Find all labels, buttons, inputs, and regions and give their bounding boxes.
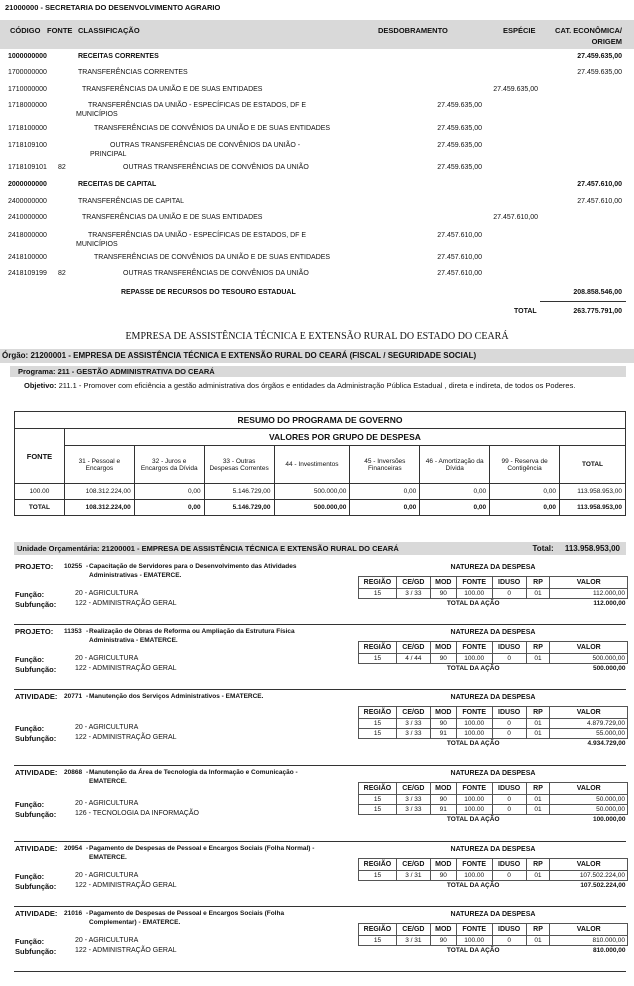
objetivo-text: 211.1 - Promover com eficiência a gestão administrativa dos órgãos e entidades da Administração Pública Estadual , direta e indireta, de todos os Poderes. xyxy=(58,381,576,390)
receita-desdobramento: 27.459.635,00 xyxy=(437,164,482,171)
acao-tipo: ATIVIDADE: xyxy=(15,692,58,701)
natureza-table xyxy=(358,706,628,749)
natureza-cell: 500.000,00 xyxy=(550,654,628,664)
natureza-column-header: IDUSO xyxy=(492,783,526,795)
resumo-column-header: 99 - Reserva de Contigência xyxy=(490,446,560,484)
natureza-cell: 100.00 xyxy=(456,719,492,729)
receita-descricao: TRANSFERÊNCIAS DA UNIÃO E DE SUAS ENTIDADES xyxy=(82,86,263,93)
objetivo xyxy=(24,381,575,390)
receita-desdobramento: 27.459.635,00 xyxy=(437,142,482,149)
resumo-column-header: 46 - Amortização da Dívida xyxy=(420,446,490,484)
natureza-column-header: MOD xyxy=(430,783,456,795)
natureza-cell: 107.502.224,00 xyxy=(550,871,628,881)
natureza-column-header: MOD xyxy=(430,577,456,589)
subfuncao-label: Subfunção: xyxy=(15,600,57,609)
natureza-column-header: RP xyxy=(526,859,550,871)
acao-tipo: PROJETO: xyxy=(15,562,54,571)
natureza-column-header: REGIÃO xyxy=(359,577,397,589)
resumo-row xyxy=(15,500,626,516)
natureza-column-header: IDUSO xyxy=(492,707,526,719)
acao-dash: - xyxy=(86,628,89,635)
receita-codigo: 1718000000 xyxy=(8,102,47,109)
receita-descricao: OUTRAS TRANSFERÊNCIAS DE CONVÊNIOS DA UNIÃO - xyxy=(110,142,301,149)
funcao-value: 20 - AGRICULTURA xyxy=(75,937,139,944)
natureza-cell: 50.000,00 xyxy=(550,805,628,815)
receita-descricao: RECEITAS CORRENTES xyxy=(78,53,159,60)
subfuncao-label: Subfunção: xyxy=(15,665,57,674)
receita-codigo: 1718100000 xyxy=(8,125,47,132)
receita-codigo: 1700000000 xyxy=(8,69,47,76)
natureza-column-header: CE/GD xyxy=(396,924,430,936)
total-acao-label: TOTAL DA AÇÃO xyxy=(359,946,550,956)
objetivo-label: Objetivo: xyxy=(24,381,57,390)
natureza-cell: 0 xyxy=(492,795,526,805)
natureza-title: NATUREZA DA DESPESA xyxy=(450,629,536,636)
receita-descricao: TRANSFERÊNCIAS DE CONVÊNIOS DA UNIÃO E DE SUAS ENTIDADES xyxy=(94,254,331,261)
acao-descricao: Manutenção da Área de Tecnologia da Informação e Comunicação - xyxy=(89,769,298,776)
natureza-column-header: VALOR xyxy=(550,783,628,795)
resumo-column-header: 44 - Investimentos xyxy=(274,446,350,484)
natureza-cell: 100.00 xyxy=(456,795,492,805)
natureza-column-header: IDUSO xyxy=(492,577,526,589)
natureza-cell: 15 xyxy=(359,805,397,815)
natureza-table xyxy=(358,858,628,891)
acao-divider xyxy=(14,689,626,690)
natureza-cell: 3 / 33 xyxy=(396,805,430,815)
total-acao-value: 4.934.729,00 xyxy=(550,739,628,749)
orgao-header: Órgão: 21200001 - EMPRESA DE ASSISTÊNCIA TÉCNICA E EXTENSÃO RURAL DO CEARÁ (FISCAL / SEGURIDADE SOCIAL) xyxy=(0,349,634,363)
acao-divider xyxy=(14,971,626,972)
receita-descricao-cont: PRINCIPAL xyxy=(90,151,127,158)
acao-divider xyxy=(14,624,626,625)
natureza-cell: 01 xyxy=(526,729,550,739)
natureza-cell: 01 xyxy=(526,719,550,729)
receita-desdobramento: 27.459.635,00 xyxy=(437,125,482,132)
natureza-column-header: VALOR xyxy=(550,577,628,589)
resumo-value-cell: 108.312.224,00 xyxy=(64,500,134,516)
acao-codigo: 20868 xyxy=(64,769,83,776)
natureza-column-header: RP xyxy=(526,577,550,589)
natureza-column-header: MOD xyxy=(430,924,456,936)
natureza-cell: 0 xyxy=(492,936,526,946)
total-acao-value: 810.000,00 xyxy=(550,946,628,956)
natureza-cell: 15 xyxy=(359,729,397,739)
total-acao-value: 500.000,00 xyxy=(550,664,628,674)
natureza-cell: 90 xyxy=(430,795,456,805)
receita-codigo: 1000000000 xyxy=(8,53,47,60)
natureza-cell: 01 xyxy=(526,936,550,946)
resumo-value-cell: 0,00 xyxy=(420,500,490,516)
receita-codigo: 2418000000 xyxy=(8,232,47,239)
total-label: TOTAL xyxy=(514,308,537,315)
receita-descricao: TRANSFERÊNCIAS DE CONVÊNIOS DA UNIÃO E DE SUAS ENTIDADES xyxy=(94,125,331,132)
natureza-cell: 91 xyxy=(430,729,456,739)
receita-codigo: 1710000000 xyxy=(8,86,47,93)
acao-divider xyxy=(14,765,626,766)
natureza-cell: 15 xyxy=(359,936,397,946)
repasse-value: 208.858.546,00 xyxy=(573,289,622,296)
receita-codigo: 2418100000 xyxy=(8,254,47,261)
natureza-column-header: CE/GD xyxy=(396,642,430,654)
resumo-row xyxy=(15,484,626,500)
resumo-table xyxy=(14,411,626,516)
receita-desdobramento: 27.457.610,00 xyxy=(437,232,482,239)
natureza-column-header: RP xyxy=(526,924,550,936)
total-acao-label: TOTAL DA AÇÃO xyxy=(359,599,550,609)
col-codigo: CÓDIGO xyxy=(10,26,41,35)
total-acao-label: TOTAL DA AÇÃO xyxy=(359,664,550,674)
subfuncao-value: 122 - ADMINISTRAÇÃO GERAL xyxy=(75,734,177,741)
total-acao-label: TOTAL DA AÇÃO xyxy=(359,815,550,825)
acao-dash: - xyxy=(86,845,89,852)
acao-codigo: 20954 xyxy=(64,845,83,852)
natureza-cell: 90 xyxy=(430,871,456,881)
natureza-cell: 0 xyxy=(492,719,526,729)
receita-codigo: 2400000000 xyxy=(8,198,47,205)
natureza-cell: 100.00 xyxy=(456,589,492,599)
total-acao-value: 100.000,00 xyxy=(550,815,628,825)
acao-descricao: Realização de Obras de Reforma ou Ampliação da Estrutura Física xyxy=(89,628,295,635)
resumo-column-header: 32 - Juros e Encargos da Dívida xyxy=(134,446,204,484)
natureza-cell: 0 xyxy=(492,805,526,815)
receita-codigo: 2410000000 xyxy=(8,214,47,221)
receita-fonte: 82 xyxy=(58,164,66,171)
receita-descricao: TRANSFERÊNCIAS DA UNIÃO E DE SUAS ENTIDADES xyxy=(82,214,263,221)
natureza-cell: 15 xyxy=(359,871,397,881)
natureza-cell: 100.00 xyxy=(456,805,492,815)
col-cat-economica: CAT. ECONÔMICA/ xyxy=(555,26,622,35)
col-origem: ORIGEM xyxy=(591,37,622,46)
receita-descricao: TRANSFERÊNCIAS DA UNIÃO - ESPECÍFICAS DE ESTADOS, DF E xyxy=(88,232,307,239)
subfuncao-label: Subfunção: xyxy=(15,810,57,819)
natureza-cell: 01 xyxy=(526,805,550,815)
acao-codigo: 11353 xyxy=(64,628,82,635)
natureza-row xyxy=(359,795,628,805)
receita-descricao: TRANSFERÊNCIAS CORRENTES xyxy=(78,69,188,76)
natureza-cell: 810.000,00 xyxy=(550,936,628,946)
natureza-column-header: REGIÃO xyxy=(359,783,397,795)
natureza-cell: 01 xyxy=(526,589,550,599)
resumo-column-header: 31 - Pessoal e Encargos xyxy=(64,446,134,484)
natureza-title: NATUREZA DA DESPESA xyxy=(450,564,536,571)
acao-descricao-cont: Administrativa - EMATERCE. xyxy=(89,637,178,644)
acao-tipo: ATIVIDADE: xyxy=(15,909,58,918)
resumo-value-cell: 0,00 xyxy=(134,484,204,500)
natureza-cell: 3 / 31 xyxy=(396,936,430,946)
natureza-cell: 0 xyxy=(492,654,526,664)
natureza-cell: 0 xyxy=(492,589,526,599)
resumo-value-cell: 0,00 xyxy=(350,484,420,500)
unidade-label: Unidade Orçamentária: 21200001 - EMPRESA DE ASSISTÊNCIA TÉCNICA E EXTENSÃO RURAL DO CEARÁ xyxy=(17,544,399,553)
acao-codigo: 20771 xyxy=(64,693,83,700)
natureza-table xyxy=(358,641,628,674)
acao-dash: - xyxy=(86,769,89,776)
total-acao-label: TOTAL DA AÇÃO xyxy=(359,881,550,891)
funcao-label: Função: xyxy=(15,872,45,881)
natureza-cell: 50.000,00 xyxy=(550,795,628,805)
receita-cat-economica: 27.459.635,00 xyxy=(577,69,622,76)
natureza-column-header: FONTE xyxy=(456,577,492,589)
natureza-column-header: CE/GD xyxy=(396,577,430,589)
natureza-column-header: VALOR xyxy=(550,707,628,719)
natureza-cell: 0 xyxy=(492,871,526,881)
funcao-value: 20 - AGRICULTURA xyxy=(75,724,139,731)
natureza-cell: 55.000,00 xyxy=(550,729,628,739)
resumo-title: RESUMO DO PROGRAMA DE GOVERNO xyxy=(15,412,626,429)
natureza-cell: 90 xyxy=(430,719,456,729)
natureza-table xyxy=(358,923,628,956)
natureza-cell: 15 xyxy=(359,795,397,805)
natureza-row xyxy=(359,871,628,881)
subfuncao-label: Subfunção: xyxy=(15,734,57,743)
col-desdobramento: DESDOBRAMENTO xyxy=(378,26,448,35)
natureza-column-header: FONTE xyxy=(456,924,492,936)
acao-divider xyxy=(14,841,626,842)
funcao-label: Função: xyxy=(15,655,45,664)
natureza-column-header: RP xyxy=(526,783,550,795)
col-fonte: FONTE xyxy=(47,26,73,35)
receita-especie: 27.459.635,00 xyxy=(493,86,538,93)
programa-header: Programa: 211 - GESTÃO ADMINISTRATIVA DO CEARÁ xyxy=(10,366,626,377)
repasse-label: REPASSE DE RECURSOS DO TESOURO ESTADUAL xyxy=(121,289,296,296)
resumo-value-cell: 0,00 xyxy=(420,484,490,500)
natureza-cell: 3 / 33 xyxy=(396,589,430,599)
natureza-column-header: FONTE xyxy=(456,642,492,654)
receita-desdobramento: 27.457.610,00 xyxy=(437,270,482,277)
natureza-row xyxy=(359,589,628,599)
natureza-row xyxy=(359,719,628,729)
receita-desdobramento: 27.457.610,00 xyxy=(437,254,482,261)
receita-cat-economica: 27.459.635,00 xyxy=(577,53,622,60)
natureza-cell: 112.000,00 xyxy=(550,589,628,599)
receita-especie: 27.457.610,00 xyxy=(493,214,538,221)
receita-descricao: OUTRAS TRANSFERÊNCIAS DE CONVÊNIOS DA UNIÃO xyxy=(123,164,309,171)
natureza-table xyxy=(358,782,628,825)
natureza-cell: 0 xyxy=(492,729,526,739)
natureza-cell: 91 xyxy=(430,805,456,815)
acao-tipo: PROJETO: xyxy=(15,627,54,636)
receitas-header xyxy=(0,20,634,49)
natureza-title: NATUREZA DA DESPESA xyxy=(450,911,536,918)
resumo-value-cell: 0,00 xyxy=(134,500,204,516)
receita-descricao: TRANSFERÊNCIAS DE CAPITAL xyxy=(78,198,185,205)
natureza-cell: 100.00 xyxy=(456,654,492,664)
natureza-column-header: REGIÃO xyxy=(359,707,397,719)
receita-fonte: 82 xyxy=(58,270,66,277)
resumo-column-header: 45 - Inversões Financeiras xyxy=(350,446,420,484)
acao-descricao-cont: Administrativas - EMATERCE. xyxy=(89,572,182,579)
natureza-cell: 3 / 33 xyxy=(396,719,430,729)
natureza-cell: 15 xyxy=(359,589,397,599)
receita-descricao-cont: MUNICÍPIOS xyxy=(76,111,118,118)
natureza-row xyxy=(359,654,628,664)
subfuncao-value: 122 - ADMINISTRAÇÃO GERAL xyxy=(75,665,177,672)
unidade-total-label: Total: xyxy=(532,544,554,553)
acao-descricao-cont: EMATERCE. xyxy=(89,854,127,861)
funcao-value: 20 - AGRICULTURA xyxy=(75,872,139,879)
natureza-cell: 4 / 44 xyxy=(396,654,430,664)
natureza-cell: 15 xyxy=(359,654,397,664)
resumo-column-header: 33 - Outras Despesas Correntes xyxy=(204,446,274,484)
empresa-title: EMPRESA DE ASSISTÊNCIA TÉCNICA E EXTENSÃO RURAL DO ESTADO DO CEARÁ xyxy=(125,331,509,342)
natureza-column-header: FONTE xyxy=(456,707,492,719)
natureza-cell: 01 xyxy=(526,795,550,805)
natureza-cell: 90 xyxy=(430,654,456,664)
acao-tipo: ATIVIDADE: xyxy=(15,844,58,853)
resumo-value-cell: 5.146.729,00 xyxy=(204,500,274,516)
natureza-cell: 01 xyxy=(526,654,550,664)
natureza-cell: 4.879.729,00 xyxy=(550,719,628,729)
natureza-column-header: CE/GD xyxy=(396,707,430,719)
acao-descricao: Capacitação de Servidores para o Desenvolvimento das Atividades xyxy=(89,563,297,570)
natureza-column-header: IDUSO xyxy=(492,859,526,871)
natureza-row xyxy=(359,936,628,946)
natureza-column-header: CE/GD xyxy=(396,859,430,871)
resumo-fonte-header: FONTE xyxy=(15,429,65,484)
total-acao-value: 112.000,00 xyxy=(550,599,628,609)
resumo-value-cell: 0,00 xyxy=(490,484,560,500)
unidade-total-value: 113.958.953,00 xyxy=(564,544,620,553)
receita-codigo: 1718109100 xyxy=(8,142,47,149)
receita-desdobramento: 27.459.635,00 xyxy=(437,102,482,109)
receita-cat-economica: 27.457.610,00 xyxy=(577,198,622,205)
funcao-value: 20 - AGRICULTURA xyxy=(75,800,139,807)
natureza-column-header: FONTE xyxy=(456,859,492,871)
natureza-column-header: VALOR xyxy=(550,859,628,871)
resumo-value-cell: 113.958.953,00 xyxy=(560,484,626,500)
subfuncao-value: 126 - TECNOLOGIA DA INFORMAÇÃO xyxy=(75,810,199,817)
natureza-table xyxy=(358,576,628,609)
resumo-value-cell: 5.146.729,00 xyxy=(204,484,274,500)
receita-codigo: 2418109199 xyxy=(8,270,47,277)
natureza-column-header: RP xyxy=(526,707,550,719)
receita-codigo: 1718109101 xyxy=(8,164,47,171)
natureza-cell: 3 / 33 xyxy=(396,795,430,805)
resumo-value-cell: 500.000,00 xyxy=(274,484,350,500)
natureza-cell: 15 xyxy=(359,719,397,729)
subfuncao-label: Subfunção: xyxy=(15,882,57,891)
receita-descricao-cont: MUNICÍPIOS xyxy=(76,241,118,248)
resumo-fonte-cell: 100.00 xyxy=(15,484,65,500)
resumo-value-cell: 113.958.953,00 xyxy=(560,500,626,516)
resumo-value-cell: 500.000,00 xyxy=(274,500,350,516)
natureza-cell: 3 / 31 xyxy=(396,871,430,881)
acao-codigo: 21016 xyxy=(64,910,83,917)
acao-tipo: ATIVIDADE: xyxy=(15,768,58,777)
natureza-column-header: VALOR xyxy=(550,924,628,936)
natureza-column-header: RP xyxy=(526,642,550,654)
col-classificacao: CLASSIFICAÇÃO xyxy=(78,26,140,35)
total-acao-value: 107.502.224,00 xyxy=(550,881,628,891)
natureza-cell: 100.00 xyxy=(456,936,492,946)
natureza-column-header: REGIÃO xyxy=(359,924,397,936)
funcao-value: 20 - AGRICULTURA xyxy=(75,590,139,597)
natureza-column-header: REGIÃO xyxy=(359,859,397,871)
acao-codigo: 10255 xyxy=(64,563,83,570)
section-title: 21000000 - SECRETARIA DO DESENVOLVIMENTO AGRARIO xyxy=(5,3,221,12)
acao-dash: - xyxy=(86,693,89,700)
subfuncao-label: Subfunção: xyxy=(15,947,57,956)
receita-descricao: OUTRAS TRANSFERÊNCIAS DE CONVÊNIOS DA UNIÃO xyxy=(123,270,309,277)
funcao-label: Função: xyxy=(15,937,45,946)
resumo-rows xyxy=(15,484,626,516)
acao-descricao-cont: Complementar) - EMATERCE. xyxy=(89,919,181,926)
receita-descricao: RECEITAS DE CAPITAL xyxy=(78,181,157,188)
total-value: 263.775.791,00 xyxy=(573,308,622,315)
natureza-cell: 90 xyxy=(430,936,456,946)
acao-descricao: Pagamento de Despesas de Pessoal e Encargos Sociais (Folha xyxy=(89,910,285,917)
unidade-total xyxy=(533,544,620,553)
subfuncao-value: 122 - ADMINISTRAÇÃO GERAL xyxy=(75,600,177,607)
acao-descricao: Manutenção dos Serviços Administrativos - EMATERCE. xyxy=(89,693,264,700)
acao-dash: - xyxy=(86,563,89,570)
resumo-columns xyxy=(15,446,626,484)
receita-codigo: 2000000000 xyxy=(8,181,47,188)
natureza-column-header: IDUSO xyxy=(492,642,526,654)
divider xyxy=(540,301,626,302)
col-especie: ESPÉCIE xyxy=(503,26,536,35)
natureza-cell: 90 xyxy=(430,589,456,599)
resumo-value-cell: 108.312.224,00 xyxy=(64,484,134,500)
receita-descricao: TRANSFERÊNCIAS DA UNIÃO - ESPECÍFICAS DE ESTADOS, DF E xyxy=(88,102,307,109)
funcao-label: Função: xyxy=(15,724,45,733)
natureza-column-header: IDUSO xyxy=(492,924,526,936)
natureza-cell: 100.00 xyxy=(456,729,492,739)
natureza-cell: 100.00 xyxy=(456,871,492,881)
acao-dash: - xyxy=(86,910,89,917)
acao-descricao: Pagamento de Despesas de Pessoal e Encargos Sociais (Folha Normal) - xyxy=(89,845,315,852)
natureza-column-header: VALOR xyxy=(550,642,628,654)
subfuncao-value: 122 - ADMINISTRAÇÃO GERAL xyxy=(75,882,177,889)
receita-cat-economica: 27.457.610,00 xyxy=(577,181,622,188)
funcao-value: 20 - AGRICULTURA xyxy=(75,655,139,662)
unidade-header xyxy=(14,542,626,555)
natureza-row xyxy=(359,805,628,815)
natureza-cell: 3 / 33 xyxy=(396,729,430,739)
resumo-fonte-cell: TOTAL xyxy=(15,500,65,516)
natureza-column-header: FONTE xyxy=(456,783,492,795)
resumo-column-header: TOTAL xyxy=(560,446,626,484)
natureza-title: NATUREZA DA DESPESA xyxy=(450,846,536,853)
natureza-cell: 01 xyxy=(526,871,550,881)
resumo-value-cell: 0,00 xyxy=(350,500,420,516)
total-acao-label: TOTAL DA AÇÃO xyxy=(359,739,550,749)
funcao-label: Função: xyxy=(15,800,45,809)
natureza-title: NATUREZA DA DESPESA xyxy=(450,770,536,777)
subfuncao-value: 122 - ADMINISTRAÇÃO GERAL xyxy=(75,947,177,954)
natureza-column-header: MOD xyxy=(430,859,456,871)
natureza-column-header: MOD xyxy=(430,707,456,719)
acao-divider xyxy=(14,906,626,907)
natureza-title: NATUREZA DA DESPESA xyxy=(450,694,536,701)
resumo-value-cell: 0,00 xyxy=(490,500,560,516)
natureza-column-header: REGIÃO xyxy=(359,642,397,654)
natureza-column-header: MOD xyxy=(430,642,456,654)
natureza-column-header: CE/GD xyxy=(396,783,430,795)
funcao-label: Função: xyxy=(15,590,45,599)
acao-descricao-cont: EMATERCE. xyxy=(89,778,127,785)
resumo-subtitle: VALORES POR GRUPO DE DESPESA xyxy=(64,429,625,446)
natureza-row xyxy=(359,729,628,739)
